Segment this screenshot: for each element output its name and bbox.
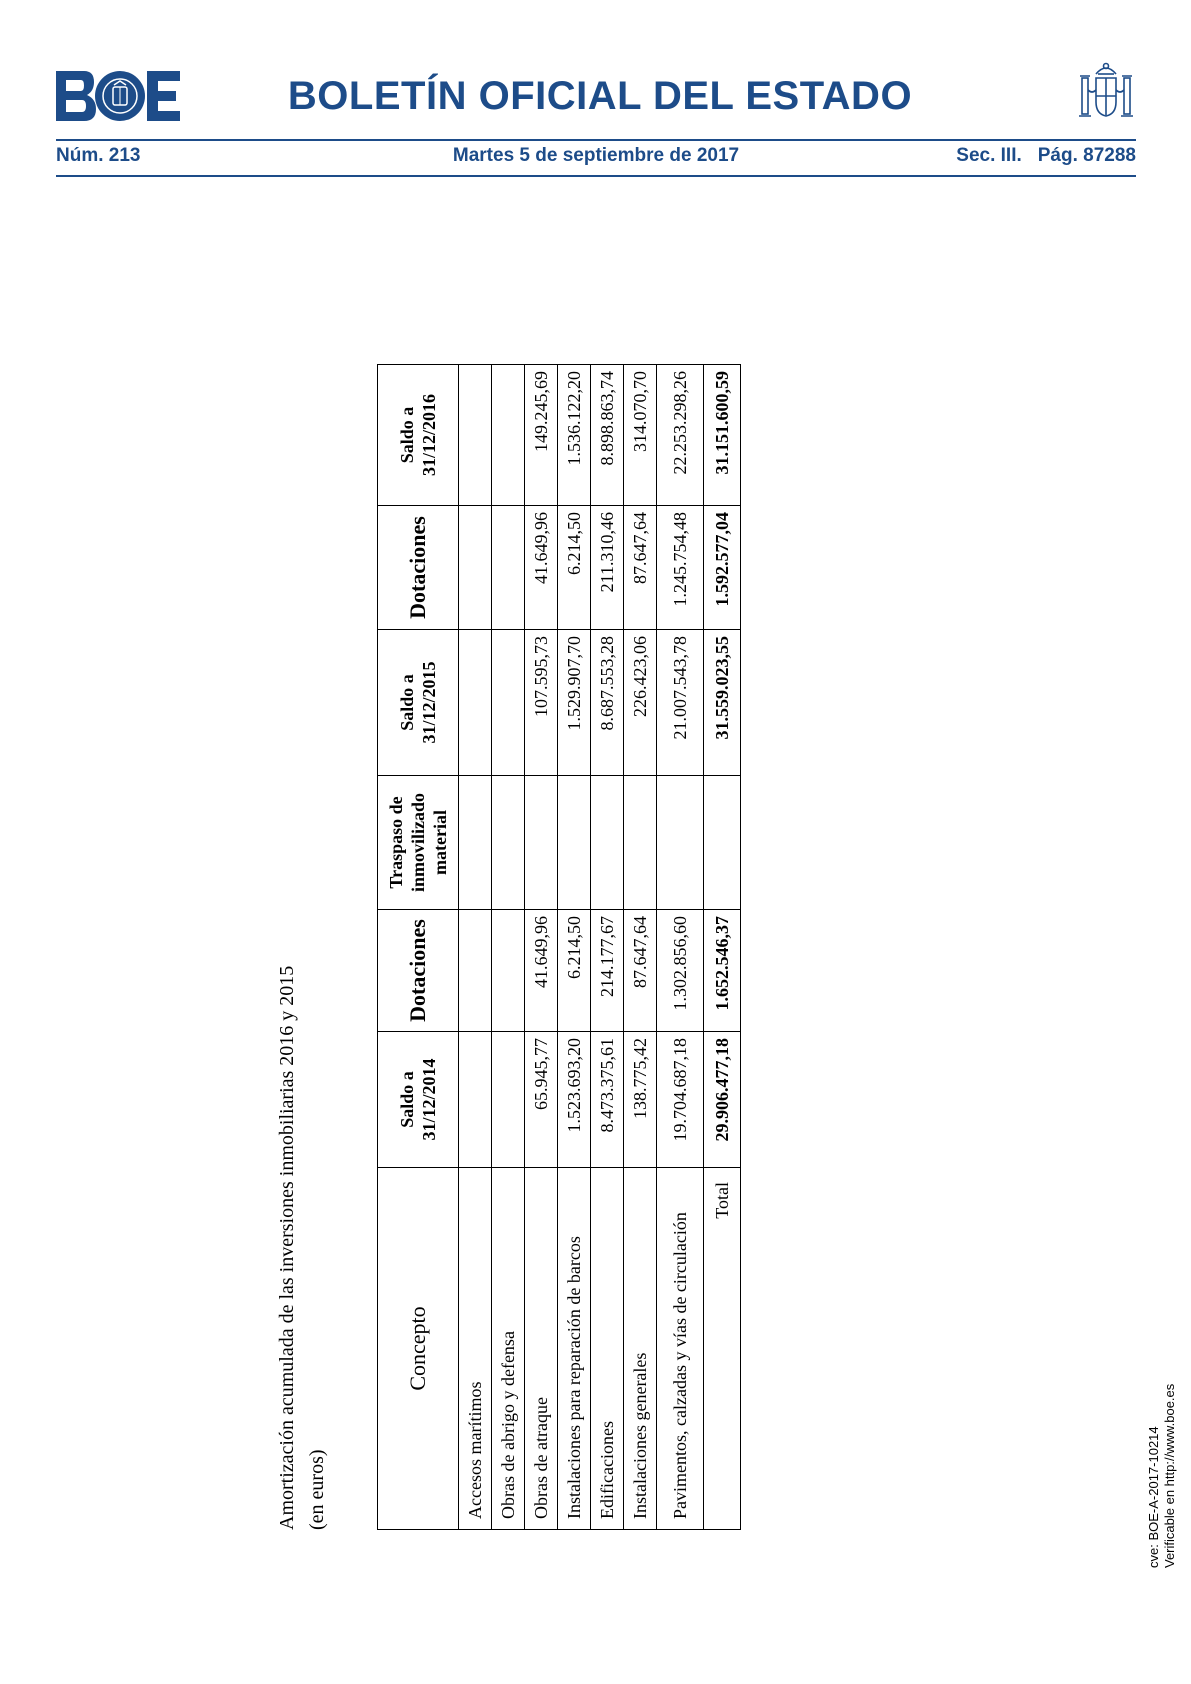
cell-dotaciones-2015: 214.177,67: [591, 910, 624, 1032]
cell-saldo-2015: 107.595,73: [525, 630, 558, 776]
cve-code: cve: BOE-A-2017-10214: [1146, 1426, 1161, 1568]
cell-traspaso: [591, 776, 624, 910]
cell-saldo-2014: [492, 1032, 525, 1168]
cell-dotaciones-2016: [492, 506, 525, 630]
table-row: [624, 365, 657, 1530]
cell-traspaso: [459, 776, 492, 910]
cell-total-saldo-2015: 31.559.023,55: [704, 630, 741, 776]
cell-saldo-2015: 8.687.553,28: [591, 630, 624, 776]
cell-saldo-2016: [492, 365, 525, 506]
cell-dotaciones-2016: 6.214,50: [558, 506, 591, 630]
verify-link[interactable]: Verificable en http://www.boe.es: [1162, 1383, 1177, 1568]
cell-saldo-2015: 1.529.907,70: [558, 630, 591, 776]
cell-total-dotaciones-2016: 1.592.577,04: [704, 506, 741, 630]
cell-concepto: Pavimentos, calzadas y vías de circulación: [657, 1168, 704, 1530]
cell-dotaciones-2016: [459, 506, 492, 630]
cell-traspaso: [525, 776, 558, 910]
table-row: [492, 365, 525, 1530]
cell-concepto: Instalaciones para reparación de barcos: [558, 1168, 591, 1530]
cell-saldo-2016: 314.070,70: [624, 365, 657, 506]
cell-total-dotaciones-2015: 1.652.546,37: [704, 910, 741, 1032]
cell-total-saldo-2016: 31.151.600,59: [704, 365, 741, 506]
cell-saldo-2016: 8.898.863,74: [591, 365, 624, 506]
cell-dotaciones-2016: 41.649,96: [525, 506, 558, 630]
col-header-concepto: Concepto: [378, 1168, 459, 1530]
col-header-saldo-2015: Saldo a 31/12/2015: [378, 630, 459, 776]
cell-saldo-2016: [459, 365, 492, 506]
section-and-page: [940, 145, 1136, 167]
cell-dotaciones-2015: [459, 910, 492, 1032]
boe-logo: [56, 71, 180, 121]
table-caption: [272, 966, 332, 1530]
cell-saldo-2014: 1.523.693,20: [558, 1032, 591, 1168]
cell-dotaciones-2015: 1.302.856,60: [657, 910, 704, 1032]
page-number: Pág. 87288: [1037, 145, 1136, 166]
landscape-content: [270, 265, 770, 1530]
cell-saldo-2014: 8.473.375,61: [591, 1032, 624, 1168]
header-rule-top: [56, 139, 1136, 141]
cve-footer: [1146, 1384, 1178, 1568]
cell-dotaciones-2015: [492, 910, 525, 1032]
cell-traspaso: [657, 776, 704, 910]
cell-saldo-2016: 1.536.122,20: [558, 365, 591, 506]
issue-date: Martes 5 de septiembre de 2017: [452, 145, 740, 166]
cell-saldo-2014: 138.775,42: [624, 1032, 657, 1168]
table-row: [657, 365, 704, 1530]
cell-traspaso: [492, 776, 525, 910]
cell-saldo-2015: [492, 630, 525, 776]
coat-of-arms-icon: [1076, 60, 1136, 126]
publication-title: BOLETÍN OFICIAL DEL ESTADO: [287, 74, 913, 118]
table-row: [591, 365, 624, 1530]
cell-saldo-2015: 21.007.543,78: [657, 630, 704, 776]
cell-concepto: Accesos marítimos: [459, 1168, 492, 1530]
cell-concepto: Instalaciones generales: [624, 1168, 657, 1530]
cell-total-label: Total: [704, 1168, 741, 1530]
cell-saldo-2015: 226.423,06: [624, 630, 657, 776]
cell-saldo-2014: 19.704.687,18: [657, 1032, 704, 1168]
amortization-table: [377, 364, 741, 1530]
col-header-dotaciones-2015: Dotaciones: [378, 910, 459, 1032]
table-row: [558, 365, 591, 1530]
cell-dotaciones-2015: 87.647,64: [624, 910, 657, 1032]
col-header-dotaciones-2016: Dotaciones: [378, 506, 459, 630]
issue-number: Núm. 213: [56, 145, 141, 166]
cell-total-saldo-2014: 29.906.477,18: [704, 1032, 741, 1168]
table-header-row: [378, 365, 459, 1530]
cell-dotaciones-2016: 87.647,64: [624, 506, 657, 630]
cell-traspaso: [624, 776, 657, 910]
caption-units: (en euros): [306, 1449, 328, 1530]
cell-traspaso: [558, 776, 591, 910]
col-header-saldo-2014: Saldo a 31/12/2014: [378, 1032, 459, 1168]
table-row: [525, 365, 558, 1530]
cell-saldo-2016: 149.245,69: [525, 365, 558, 506]
caption-title: Amortización acumulada de las inversiones inmobiliarias 2016 y 2015: [276, 965, 298, 1530]
cell-saldo-2015: [459, 630, 492, 776]
cell-saldo-2014: 65.945,77: [525, 1032, 558, 1168]
col-header-saldo-2016: Saldo a 31/12/2016: [378, 365, 459, 506]
cell-saldo-2016: 22.253.298,26: [657, 365, 704, 506]
cell-dotaciones-2015: 6.214,50: [558, 910, 591, 1032]
table-total-row: [704, 365, 741, 1530]
cell-dotaciones-2015: 41.649,96: [525, 910, 558, 1032]
col-header-traspaso: Traspaso de inmovilizado material: [378, 776, 459, 910]
header-rule-bottom: [56, 175, 1136, 177]
cell-concepto: Obras de abrigo y defensa: [492, 1168, 525, 1530]
issue-info-bar: [56, 145, 1136, 171]
cell-concepto: Edificaciones: [591, 1168, 624, 1530]
section-label: Sec. III.: [956, 145, 1022, 166]
cell-dotaciones-2016: 1.245.754,48: [657, 506, 704, 630]
cell-dotaciones-2016: 211.310,46: [591, 506, 624, 630]
cell-saldo-2014: [459, 1032, 492, 1168]
table-row: [459, 365, 492, 1530]
cell-total-traspaso: [704, 776, 741, 910]
cell-concepto: Obras de atraque: [525, 1168, 558, 1530]
